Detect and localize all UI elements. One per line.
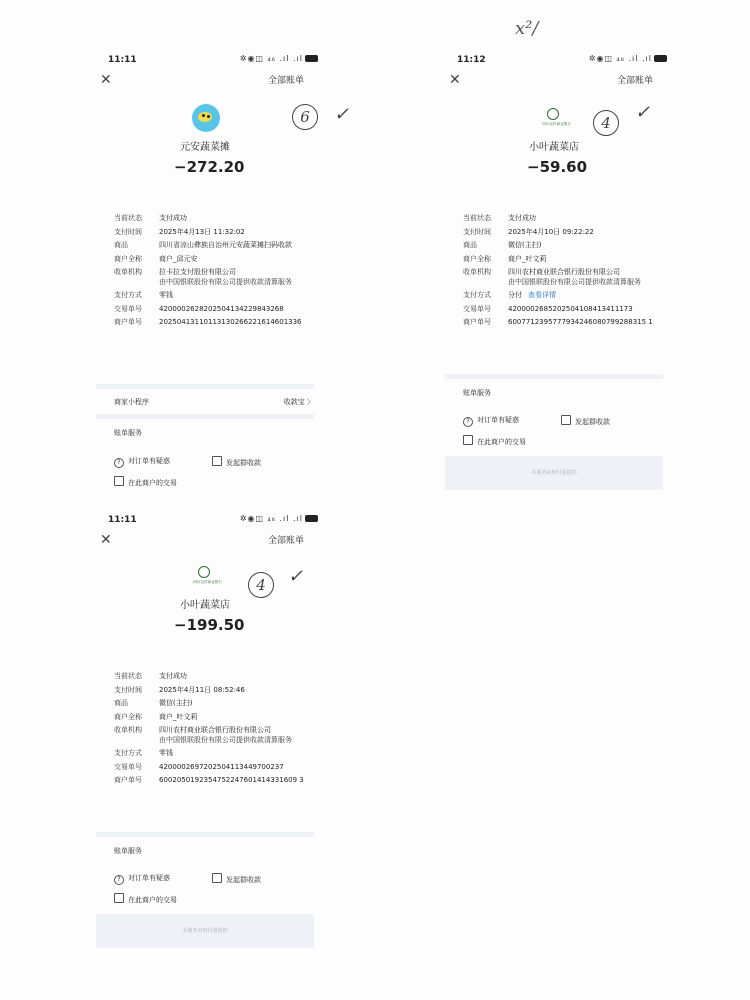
amount: −199.50 — [174, 616, 245, 634]
detail-row-status: 当前状态 支付成功 — [114, 672, 187, 680]
page-title: 全部账单 — [268, 76, 305, 86]
detail-row-payment-method: 支付方式 分付 查看详情 — [463, 291, 556, 299]
detail-row-merchant-fullname: 商户全称 商户_叶文莉 — [114, 712, 198, 721]
detail-row-time: 支付时间 2025年4月10日 09:22:22 — [463, 227, 594, 236]
merchant-name: 元安蔬菜摊 — [180, 142, 230, 153]
bill-services-title: 账单服务 — [114, 847, 142, 855]
detail-row-status: 当前状态 支付成功 — [463, 214, 536, 222]
detail-row-acquirer: 收单机构 四川农村商业联合银行股份有限公司 由中国银联股份有限公司提供收款清算服务 — [114, 726, 292, 744]
merchant-name: 小叶蔬菜店 — [529, 142, 579, 153]
bank-emblem-icon — [198, 566, 210, 578]
merchant-transactions-button[interactable]: 在此商户的交易 — [463, 435, 526, 447]
battery-icon — [305, 55, 318, 62]
handwritten-number: 4 — [248, 572, 274, 598]
handwritten-check: ✓ — [288, 566, 304, 587]
merchant-mini-program-row[interactable] — [114, 397, 314, 407]
bank-logo: 四川农村商业银行 — [541, 108, 565, 130]
nav-bar — [96, 530, 326, 556]
divider — [96, 414, 314, 419]
list-icon — [114, 476, 124, 486]
status-time: 11:11 — [108, 55, 137, 65]
group-collect-button[interactable]: 发起群收款 — [212, 873, 261, 885]
detail-row-goods: 商品 四川省凉山彝族自治州元安蔬菜摊扫码收款 — [114, 241, 292, 249]
divider — [96, 384, 314, 389]
close-icon[interactable]: ✕ — [100, 532, 112, 548]
bill-services-title: 账单服务 — [114, 429, 142, 437]
detail-row-status: 当前状态 支付成功 — [114, 214, 187, 222]
view-details-link[interactable]: 查看详情 — [528, 291, 556, 299]
detail-row-payment-method: 支付方式 零钱 — [114, 749, 173, 757]
transaction-details — [114, 672, 324, 790]
close-icon[interactable]: ✕ — [449, 72, 461, 88]
detail-row-acquirer: 收单机构 四川农村商业联合银行股份有限公司 由中国银联股份有限公司提供收款清算服务 — [463, 268, 641, 286]
detail-row-merchant-order: 商户单号 20250413110113130266221614601336 — [114, 318, 302, 326]
detail-row-goods: 商品 微信(主扫) — [114, 699, 193, 707]
receipt-screenshot-2 — [445, 52, 675, 492]
document-icon — [212, 873, 222, 883]
detail-row-time: 支付时间 2025年4月11日 08:52:46 — [114, 685, 245, 694]
nav-bar — [96, 70, 326, 96]
system-icons: ✲◉◫ ₄₆ .ıl .ıl — [240, 514, 318, 523]
mini-program-label: 商家小程序 — [114, 398, 149, 406]
handwritten-check: ✓ — [635, 102, 651, 123]
status-bar — [445, 52, 675, 70]
detail-row-acquirer: 收单机构 拉卡拉支付股份有限公司 由中国银联股份有限公司提供收款清算服务 — [114, 268, 292, 286]
group-collect-button[interactable]: 发起群收款 — [212, 456, 261, 468]
question-order-button[interactable]: ? 对订单有疑惑 — [114, 873, 170, 885]
question-icon: ? — [114, 458, 124, 468]
question-icon: ? — [114, 875, 124, 885]
document-icon — [561, 415, 571, 425]
document-icon — [212, 456, 222, 466]
list-icon — [114, 893, 124, 903]
nav-bar — [445, 70, 675, 96]
status-bar — [96, 52, 326, 70]
battery-icon — [654, 55, 667, 62]
handwritten-check: ✓ — [334, 104, 350, 125]
bank-logo: 四川农村商业银行 — [192, 566, 216, 588]
handwritten-number: 6 — [292, 104, 318, 130]
merchant-name: 小叶蔬菜店 — [180, 600, 230, 611]
divider — [445, 374, 663, 379]
system-icons: ✲◉◫ ₄₆ .ıl .ıl — [240, 54, 318, 63]
detail-row-transaction-id: 交易单号 4200002685202504108413411173 — [463, 304, 633, 313]
detail-row-time: 支付时间 2025年4月13日 11:32:02 — [114, 227, 245, 236]
detail-row-merchant-fullname: 商户全称 商户_邱元安 — [114, 254, 198, 263]
list-icon — [463, 435, 473, 445]
service-footer: 本服务由财付通提供 — [445, 456, 663, 490]
question-order-button[interactable]: ? 对订单有疑惑 — [114, 456, 170, 468]
detail-row-merchant-fullname: 商户全称 商户_叶文莉 — [463, 254, 547, 263]
bill-services-title: 账单服务 — [463, 389, 491, 397]
divider — [96, 832, 314, 837]
service-footer: 本服务由财付通提供 — [96, 914, 314, 948]
detail-row-transaction-id: 交易单号 4200002628202504134229843268 — [114, 304, 284, 313]
merchant-avatar — [192, 104, 220, 132]
transaction-details — [114, 214, 324, 332]
status-time: 11:11 — [108, 515, 137, 525]
amount: −272.20 — [174, 158, 245, 176]
handwritten-scan-mark: x²/ — [515, 18, 539, 39]
page-title: 全部账单 — [617, 76, 654, 86]
merchant-transactions-button[interactable]: 在此商户的交易 — [114, 893, 177, 905]
mini-program-link[interactable]: 收款宝 〉 — [283, 398, 314, 406]
system-icons: ✲◉◫ ₄₆ .ıl .ıl — [589, 54, 667, 63]
question-icon: ? — [463, 417, 473, 427]
status-bar — [96, 512, 326, 530]
group-collect-button[interactable]: 发起群收款 — [561, 415, 610, 427]
status-time: 11:12 — [457, 55, 486, 65]
amount: −59.60 — [527, 158, 588, 176]
handwritten-number: 4 — [593, 110, 619, 136]
close-icon[interactable]: ✕ — [100, 72, 112, 88]
battery-icon — [305, 515, 318, 522]
detail-row-transaction-id: 交易单号 4200002697202504113449700237 — [114, 762, 284, 771]
question-order-button[interactable]: ? 对订单有疑惑 — [463, 415, 519, 427]
receipt-screenshot-1 — [96, 52, 350, 492]
merchant-transactions-button[interactable]: 在此商户的交易 — [114, 476, 177, 488]
bank-emblem-icon — [547, 108, 559, 120]
detail-row-goods: 商品 微信(主扫) — [463, 241, 542, 249]
page-title: 全部账单 — [268, 536, 305, 546]
transaction-details — [463, 214, 673, 332]
detail-row-merchant-order: 商户单号 6007712395777934246080799288315 1 — [463, 318, 653, 326]
receipt-screenshot-3 — [96, 512, 326, 952]
detail-row-payment-method: 支付方式 零钱 — [114, 291, 173, 299]
detail-row-merchant-order: 商户单号 6002050192354752247601414331609 3 — [114, 776, 304, 784]
